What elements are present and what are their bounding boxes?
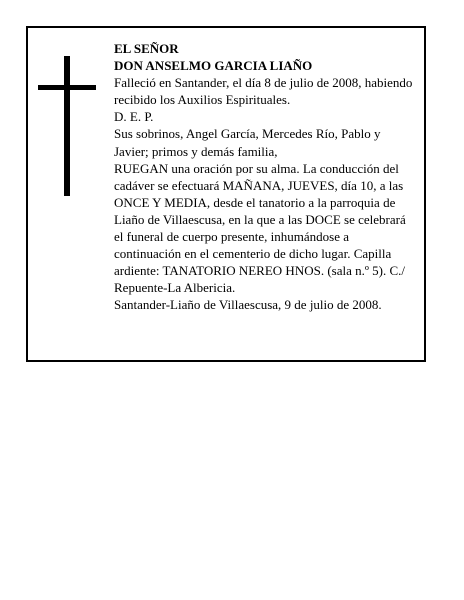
obituary-notice (26, 26, 426, 362)
heading-title: EL SEÑOR (114, 41, 179, 56)
funeral-details: RUEGAN una oración por su alma. La conducción del cadáver se efectuará MAÑANA, JUEVES, día 10, a las ONCE Y MEDIA, desde el tanatorio a la parroquia de Liaño de Villaescusa, en la que a las DOCE se celebrará el funeral de cuerpo presente, inhumándose a continuación en el cementerio de dicho lugar. Capilla ardiente: TANATORIO NEREO HNOS. (sala n.º 5). C./ Repuente-La Albericia. (114, 160, 406, 296)
cross-horizontal-bar (38, 85, 96, 90)
cross-vertical-bar (64, 56, 70, 196)
rip-line: D. E. P. (114, 109, 154, 125)
death-statement: Falleció en Santander, el día 8 de julio de 2008, habiendo recibido los Auxilios Espirituales. (114, 75, 413, 108)
notice-text (114, 40, 418, 314)
family-line: Sus sobrinos, Angel García, Mercedes Río, Pablo y Javier; primos y demás familia, (114, 126, 381, 159)
place-date-line: Santander-Liaño de Villaescusa, 9 de julio de 2008. (114, 297, 382, 313)
deceased-name: DON ANSELMO GARCIA LIAÑO (114, 58, 313, 74)
